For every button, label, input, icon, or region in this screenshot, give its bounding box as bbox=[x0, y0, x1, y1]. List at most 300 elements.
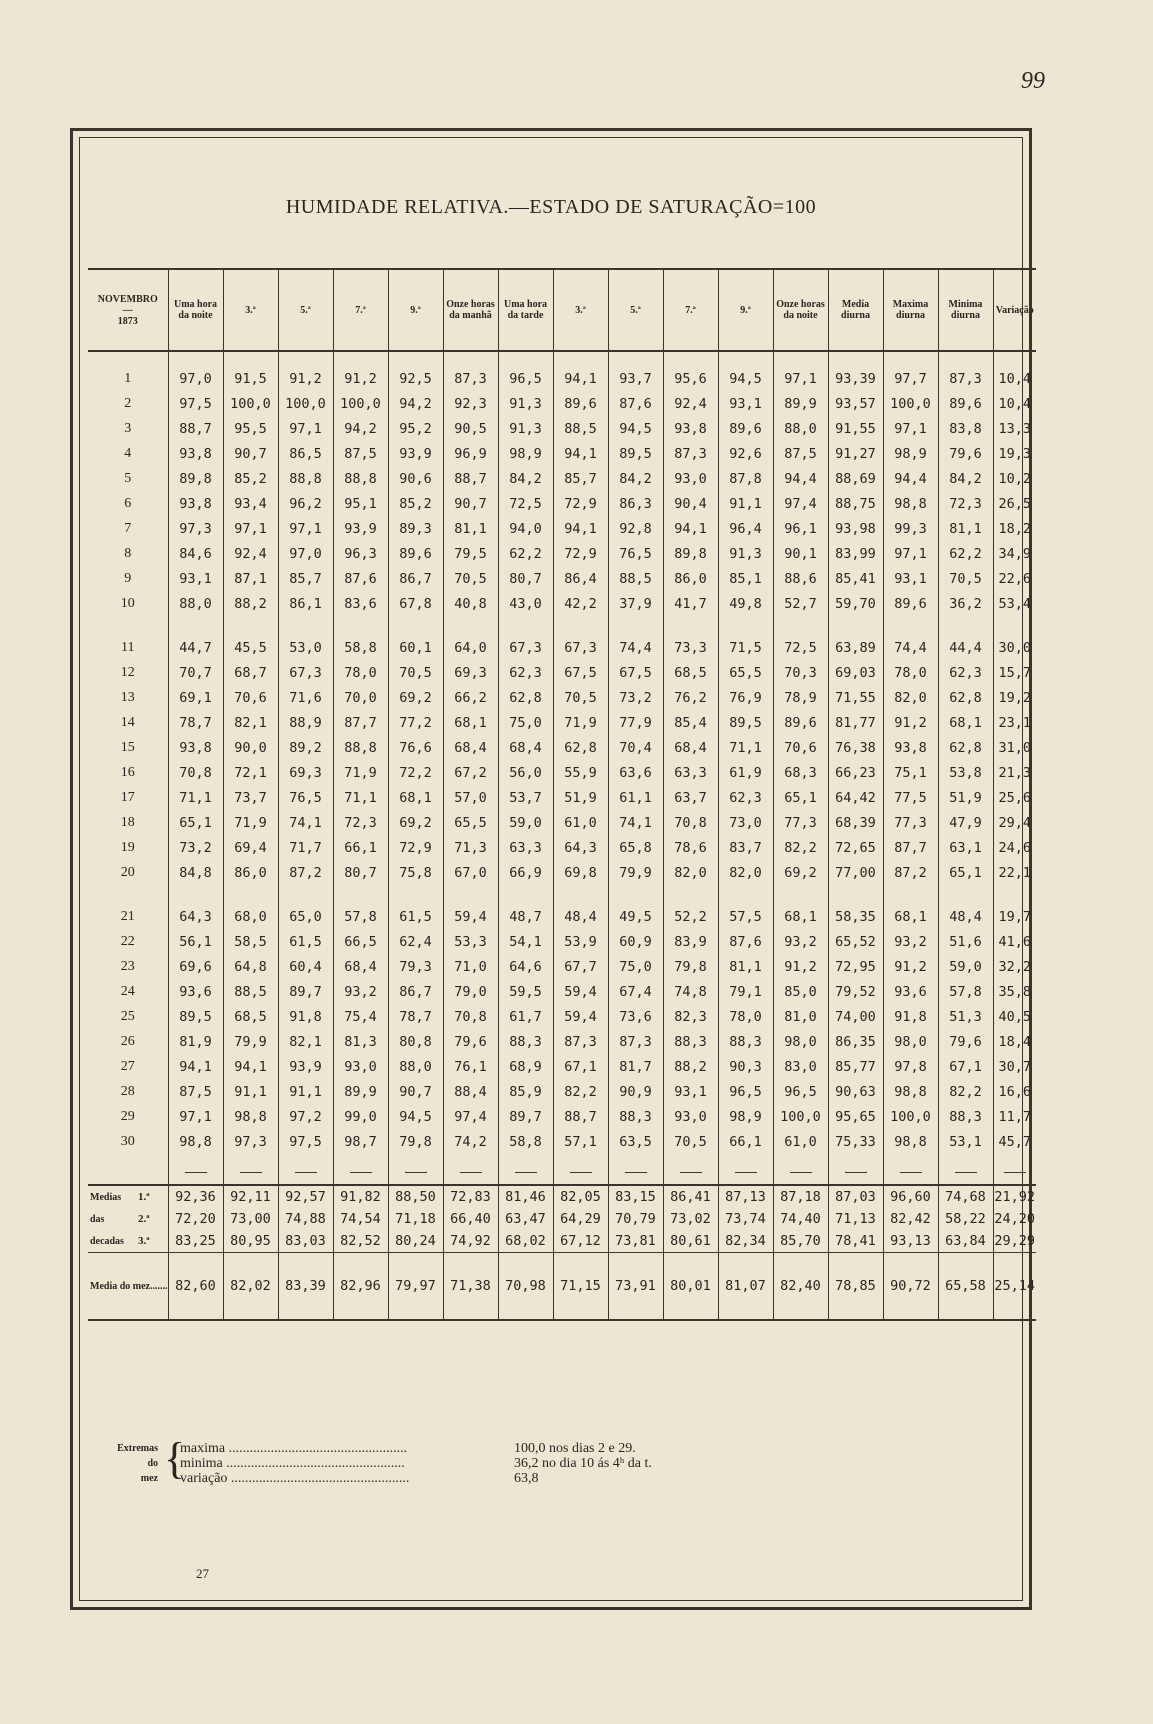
value-cell: 82,05 bbox=[553, 1186, 608, 1208]
spacer-cell bbox=[883, 616, 938, 635]
value-cell: 34,9 bbox=[998, 545, 1031, 562]
value-cell: 93,1 bbox=[883, 566, 938, 591]
table-row bbox=[88, 491, 1036, 516]
value-cell: 68,4 bbox=[333, 954, 388, 979]
value-cell: 78,7 bbox=[388, 1004, 443, 1029]
value-cell: 68,5 bbox=[223, 1004, 278, 1029]
value-cell: 69,2 bbox=[388, 685, 443, 710]
value-cell: 70,8 bbox=[663, 810, 718, 835]
value-cell: 86,1 bbox=[278, 591, 333, 616]
value-cell: 98,8 bbox=[168, 1129, 223, 1154]
spacer-cell bbox=[883, 885, 938, 904]
value-cell: 75,0 bbox=[498, 710, 553, 735]
value-cell: 89,8 bbox=[168, 466, 223, 491]
spacer-cell bbox=[553, 1320, 608, 1321]
value-cell: 59,5 bbox=[498, 979, 553, 1004]
table-row bbox=[88, 351, 1036, 391]
value-cell: 93,0 bbox=[663, 466, 718, 491]
decade-label: Medias bbox=[90, 1191, 122, 1203]
value-cell: 53,0 bbox=[278, 635, 333, 660]
value-cell: 100,0 bbox=[333, 391, 388, 416]
spacer-cell bbox=[993, 1320, 1036, 1321]
value-cell: 93,6 bbox=[883, 979, 938, 1004]
value-cell: 94,1 bbox=[553, 441, 608, 466]
value-cell: 85,70 bbox=[773, 1230, 828, 1253]
value-cell: 87,5 bbox=[168, 1079, 223, 1104]
value-cell: 94,5 bbox=[388, 1104, 443, 1129]
value-cell: 61,1 bbox=[608, 785, 663, 810]
value-cell: 73,81 bbox=[608, 1230, 663, 1253]
value-cell: 87,8 bbox=[718, 466, 773, 491]
value-cell: 87,6 bbox=[333, 566, 388, 591]
spacer-cell bbox=[88, 885, 168, 904]
value-cell: 64,42 bbox=[828, 785, 883, 810]
table-row bbox=[88, 566, 1036, 591]
value-cell: 93,8 bbox=[168, 441, 223, 466]
value-cell: 74,4 bbox=[883, 635, 938, 660]
column-header: 3.ª bbox=[223, 269, 278, 351]
value-cell: 73,7 bbox=[223, 785, 278, 810]
value-cell: 76,1 bbox=[443, 1054, 498, 1079]
value-cell: 24,6 bbox=[998, 839, 1031, 856]
value-cell: 69,3 bbox=[278, 760, 333, 785]
decade-label: das bbox=[90, 1213, 105, 1225]
value-cell: 90,7 bbox=[443, 491, 498, 516]
value-cell: 65,52 bbox=[828, 929, 883, 954]
spacer-cell bbox=[443, 885, 498, 904]
value-cell: 44,7 bbox=[168, 635, 223, 660]
dash-cell bbox=[828, 1154, 883, 1185]
value-cell: 82,34 bbox=[718, 1230, 773, 1253]
value-cell: 87,2 bbox=[883, 860, 938, 885]
day-cell: 2 bbox=[88, 391, 168, 416]
dash-row bbox=[88, 1154, 1036, 1185]
value-cell: 10,2 bbox=[998, 470, 1031, 487]
spacer-cell bbox=[553, 616, 608, 635]
decade-label-cell bbox=[88, 1230, 168, 1253]
value-cell: 69,8 bbox=[553, 860, 608, 885]
value-cell: 93,57 bbox=[828, 391, 883, 416]
spacer-cell bbox=[663, 885, 718, 904]
value-cell: 97,3 bbox=[168, 516, 223, 541]
value-cell: 79,52 bbox=[828, 979, 883, 1004]
value-cell: 73,74 bbox=[718, 1208, 773, 1230]
value-cell: 86,0 bbox=[223, 860, 278, 885]
spacer-cell bbox=[718, 616, 773, 635]
value-cell: 94,1 bbox=[168, 1054, 223, 1079]
value-cell: 71,18 bbox=[388, 1208, 443, 1230]
value-cell: 74,1 bbox=[278, 810, 333, 835]
column-header: 9.ª bbox=[388, 269, 443, 351]
spacer-cell bbox=[773, 885, 828, 904]
value-cell: 90,5 bbox=[443, 416, 498, 441]
value-cell: 82,52 bbox=[333, 1230, 388, 1253]
value-cell: 19,7 bbox=[998, 908, 1031, 925]
value-cell: 89,7 bbox=[278, 979, 333, 1004]
value-cell: 79,6 bbox=[938, 1029, 993, 1054]
day-cell: 13 bbox=[88, 685, 168, 710]
table-row bbox=[88, 929, 1036, 954]
table-row bbox=[88, 660, 1036, 685]
value-cell: 71,9 bbox=[553, 710, 608, 735]
value-cell: 64,0 bbox=[443, 635, 498, 660]
day-cell: 4 bbox=[88, 441, 168, 466]
spacer-cell bbox=[498, 1320, 553, 1321]
value-cell: 66,1 bbox=[718, 1129, 773, 1154]
value-cell: 88,4 bbox=[443, 1079, 498, 1104]
value-cell: 89,8 bbox=[663, 541, 718, 566]
value-cell: 48,7 bbox=[498, 904, 553, 929]
value-cell: 97,0 bbox=[278, 541, 333, 566]
spacer-cell bbox=[388, 616, 443, 635]
value-cell: 88,7 bbox=[553, 1104, 608, 1129]
value-cell: 97,8 bbox=[883, 1054, 938, 1079]
value-cell: 53,8 bbox=[938, 760, 993, 785]
value-cell: 70,5 bbox=[938, 566, 993, 591]
table-row bbox=[88, 1004, 1036, 1029]
dash-cell bbox=[553, 1154, 608, 1185]
dash-cell bbox=[608, 1154, 663, 1185]
dash-mark bbox=[900, 1172, 922, 1173]
column-header: Onze horas da manhã bbox=[443, 269, 498, 351]
spacer-cell bbox=[223, 885, 278, 904]
value-cell: 93,98 bbox=[828, 516, 883, 541]
value-cell: 91,82 bbox=[333, 1186, 388, 1208]
value-cell: 93,39 bbox=[828, 351, 883, 391]
table-row bbox=[88, 979, 1036, 1004]
value-cell: 89,9 bbox=[773, 391, 828, 416]
table-row bbox=[88, 1129, 1036, 1154]
value-cell: 66,9 bbox=[498, 860, 553, 885]
value-cell: 47,9 bbox=[938, 810, 993, 835]
value-cell: 71,13 bbox=[828, 1208, 883, 1230]
value-cell: 80,01 bbox=[663, 1253, 718, 1321]
value-cell: 53,1 bbox=[938, 1129, 993, 1154]
value-cell: 60,4 bbox=[278, 954, 333, 979]
table-row bbox=[88, 516, 1036, 541]
value-cell: 72,95 bbox=[828, 954, 883, 979]
value-cell: 57,1 bbox=[553, 1129, 608, 1154]
value-cell: 98,8 bbox=[883, 491, 938, 516]
value-cell: 87,18 bbox=[773, 1186, 828, 1208]
value-cell: 60,9 bbox=[608, 929, 663, 954]
value-cell: 88,3 bbox=[663, 1029, 718, 1054]
value-cell: 93,4 bbox=[223, 491, 278, 516]
value-cell: 71,1 bbox=[168, 785, 223, 810]
value-cell: 88,7 bbox=[168, 416, 223, 441]
value-cell: 73,91 bbox=[608, 1253, 663, 1321]
value-cell: 72,20 bbox=[168, 1208, 223, 1230]
value-cell: 82,0 bbox=[718, 860, 773, 885]
value-cell: 91,1 bbox=[223, 1079, 278, 1104]
value-cell: 96,5 bbox=[498, 351, 553, 391]
value-cell: 82,96 bbox=[333, 1253, 388, 1321]
value-cell: 84,2 bbox=[498, 466, 553, 491]
column-header: 9.ª bbox=[718, 269, 773, 351]
dash-mark bbox=[680, 1172, 702, 1173]
value-cell: 74,00 bbox=[828, 1004, 883, 1029]
value-cell: 94,4 bbox=[883, 466, 938, 491]
page-title: HUMIDADE RELATIVA.—ESTADO DE SATURAÇÃO=100 bbox=[285, 196, 817, 218]
value-cell: 92,3 bbox=[443, 391, 498, 416]
value-cell: 58,35 bbox=[828, 904, 883, 929]
value-cell: 67,12 bbox=[553, 1230, 608, 1253]
value-cell: 90,7 bbox=[223, 441, 278, 466]
spacer-cell bbox=[223, 616, 278, 635]
value-cell: 72,5 bbox=[773, 635, 828, 660]
table-row bbox=[88, 710, 1036, 735]
extremes-label bbox=[94, 1441, 158, 1486]
spacer-cell bbox=[443, 616, 498, 635]
value-cell: 65,8 bbox=[608, 835, 663, 860]
extremes-variacao: variação ................................................... bbox=[180, 1471, 410, 1486]
value-cell: 65,5 bbox=[443, 810, 498, 835]
day-cell: 20 bbox=[88, 860, 168, 885]
spacer-cell bbox=[88, 616, 168, 635]
value-cell: 87,7 bbox=[333, 710, 388, 735]
value-cell: 58,5 bbox=[223, 929, 278, 954]
value-cell: 53,7 bbox=[498, 785, 553, 810]
value-cell: 71,6 bbox=[278, 685, 333, 710]
dash-mark bbox=[845, 1172, 867, 1173]
table-row bbox=[88, 635, 1036, 660]
dash-mark bbox=[350, 1172, 372, 1173]
value-cell: 48,4 bbox=[553, 904, 608, 929]
value-cell: 81,7 bbox=[608, 1054, 663, 1079]
value-cell: 89,6 bbox=[553, 391, 608, 416]
value-cell: 78,41 bbox=[828, 1230, 883, 1253]
value-cell: 63,89 bbox=[828, 635, 883, 660]
value-cell: 88,6 bbox=[773, 566, 828, 591]
value-cell: 71,0 bbox=[443, 954, 498, 979]
value-cell: 97,0 bbox=[168, 351, 223, 391]
value-cell: 90,72 bbox=[883, 1253, 938, 1321]
decade-row bbox=[88, 1230, 1036, 1253]
value-cell: 88,3 bbox=[498, 1029, 553, 1054]
spacer-cell bbox=[718, 885, 773, 904]
value-cell: 30,7 bbox=[998, 1058, 1031, 1075]
value-cell: 25,6 bbox=[998, 789, 1031, 806]
value-cell: 90,3 bbox=[718, 1054, 773, 1079]
value-cell: 85,2 bbox=[388, 491, 443, 516]
value-cell: 73,00 bbox=[223, 1208, 278, 1230]
spacer-cell bbox=[993, 885, 1036, 904]
value-cell: 70,6 bbox=[773, 735, 828, 760]
value-cell: 68,4 bbox=[663, 735, 718, 760]
value-cell: 76,38 bbox=[828, 735, 883, 760]
spacer-cell bbox=[993, 616, 1036, 635]
value-cell: 88,5 bbox=[553, 416, 608, 441]
dash-cell bbox=[993, 1154, 1036, 1185]
value-cell: 70,6 bbox=[223, 685, 278, 710]
value-cell: 81,07 bbox=[718, 1253, 773, 1321]
value-cell: 83,9 bbox=[663, 929, 718, 954]
value-cell: 93,0 bbox=[333, 1054, 388, 1079]
value-cell: 83,6 bbox=[333, 591, 388, 616]
value-cell: 64,3 bbox=[553, 835, 608, 860]
value-cell: 99,3 bbox=[883, 516, 938, 541]
value-cell: 80,95 bbox=[223, 1230, 278, 1253]
value-cell: 65,5 bbox=[718, 660, 773, 685]
value-cell: 81,1 bbox=[938, 516, 993, 541]
value-cell: 89,6 bbox=[773, 710, 828, 735]
value-cell: 87,3 bbox=[608, 1029, 663, 1054]
value-cell: 44,4 bbox=[938, 635, 993, 660]
value-cell: 92,57 bbox=[278, 1186, 333, 1208]
day-cell: 24 bbox=[88, 979, 168, 1004]
column-header: Maxima diurna bbox=[883, 269, 938, 351]
extremes-name: maxima bbox=[180, 1441, 226, 1456]
value-cell: 30,0 bbox=[998, 639, 1031, 656]
value-cell: 79,97 bbox=[388, 1253, 443, 1321]
value-cell: 83,25 bbox=[168, 1230, 223, 1253]
value-cell: 29,29 bbox=[994, 1233, 1036, 1249]
value-cell: 59,0 bbox=[498, 810, 553, 835]
header-row bbox=[88, 269, 1036, 351]
value-cell: 37,9 bbox=[608, 591, 663, 616]
value-cell: 82,1 bbox=[278, 1029, 333, 1054]
value-cell: 87,3 bbox=[938, 351, 993, 391]
spacer-cell bbox=[773, 616, 828, 635]
value-cell: 79,9 bbox=[223, 1029, 278, 1054]
value-cell: 86,0 bbox=[663, 566, 718, 591]
value-cell: 51,9 bbox=[553, 785, 608, 810]
value-cell: 74,1 bbox=[608, 810, 663, 835]
value-cell: 31,0 bbox=[998, 739, 1031, 756]
value-cell: 89,6 bbox=[718, 416, 773, 441]
month-mean-label: Media do mez....... bbox=[88, 1253, 168, 1321]
value-cell: 96,60 bbox=[883, 1186, 938, 1208]
value-cell: 75,8 bbox=[388, 860, 443, 885]
extremes-minima-value: 36,2 no dia 10 ás 4ʰ da t. bbox=[514, 1456, 652, 1471]
value-cell: 66,1 bbox=[333, 835, 388, 860]
value-cell: 91,5 bbox=[223, 351, 278, 391]
value-cell: 100,0 bbox=[883, 391, 938, 416]
value-cell: 68,1 bbox=[883, 904, 938, 929]
value-cell: 98,8 bbox=[883, 1079, 938, 1104]
value-cell: 72,65 bbox=[828, 835, 883, 860]
value-cell: 69,6 bbox=[168, 954, 223, 979]
value-cell: 66,40 bbox=[443, 1208, 498, 1230]
spacer-cell bbox=[388, 885, 443, 904]
value-cell: 62,8 bbox=[938, 735, 993, 760]
value-cell: 63,7 bbox=[663, 785, 718, 810]
value-cell: 86,7 bbox=[388, 566, 443, 591]
value-cell: 68,7 bbox=[223, 660, 278, 685]
value-cell: 88,8 bbox=[333, 466, 388, 491]
value-cell: 70,5 bbox=[388, 660, 443, 685]
table-row bbox=[88, 391, 1036, 416]
value-cell: 88,8 bbox=[278, 466, 333, 491]
value-cell: 57,8 bbox=[333, 904, 388, 929]
value-cell: 71,7 bbox=[278, 835, 333, 860]
value-cell: 91,3 bbox=[718, 541, 773, 566]
value-cell: 90,9 bbox=[608, 1079, 663, 1104]
value-cell: 92,8 bbox=[608, 516, 663, 541]
value-cell: 88,3 bbox=[938, 1104, 993, 1129]
value-cell: 67,0 bbox=[443, 860, 498, 885]
value-cell: 25,14 bbox=[993, 1253, 1036, 1321]
value-cell: 67,1 bbox=[553, 1054, 608, 1079]
value-cell: 82,2 bbox=[553, 1079, 608, 1104]
day-cell: 11 bbox=[88, 635, 168, 660]
table-row bbox=[88, 735, 1036, 760]
value-cell: 18,4 bbox=[998, 1033, 1031, 1050]
value-cell: 70,0 bbox=[333, 685, 388, 710]
value-cell: 82,1 bbox=[223, 710, 278, 735]
value-cell: 72,2 bbox=[388, 760, 443, 785]
value-cell: 63,3 bbox=[498, 835, 553, 860]
value-cell: 97,2 bbox=[278, 1104, 333, 1129]
value-cell: 97,1 bbox=[278, 516, 333, 541]
dash-cell bbox=[88, 1154, 168, 1185]
value-cell: 73,3 bbox=[663, 635, 718, 660]
column-header: Minima diurna bbox=[938, 269, 993, 351]
extremes-variacao-value: 63,8 bbox=[514, 1471, 539, 1486]
value-cell: 69,3 bbox=[443, 660, 498, 685]
value-cell: 97,7 bbox=[883, 351, 938, 391]
decade-row bbox=[88, 1208, 1036, 1230]
value-cell: 72,5 bbox=[498, 491, 553, 516]
value-cell: 65,1 bbox=[938, 860, 993, 885]
value-cell: 94,1 bbox=[553, 516, 608, 541]
column-header: 7.ª bbox=[333, 269, 388, 351]
value-cell: 97,4 bbox=[443, 1104, 498, 1129]
value-cell: 100,0 bbox=[278, 391, 333, 416]
value-cell: 92,5 bbox=[388, 351, 443, 391]
value-cell: 91,55 bbox=[828, 416, 883, 441]
value-cell: 91,27 bbox=[828, 441, 883, 466]
value-cell: 95,65 bbox=[828, 1104, 883, 1129]
page-number: 99 bbox=[1021, 68, 1045, 94]
decade-number: 1.ª bbox=[138, 1190, 150, 1203]
value-cell: 75,0 bbox=[608, 954, 663, 979]
value-cell: 57,0 bbox=[443, 785, 498, 810]
value-cell: 65,1 bbox=[773, 785, 828, 810]
day-cell: 21 bbox=[88, 904, 168, 929]
value-cell: 89,7 bbox=[498, 1104, 553, 1129]
value-cell: 85,2 bbox=[223, 466, 278, 491]
value-cell: 82,42 bbox=[883, 1208, 938, 1230]
value-cell: 67,7 bbox=[553, 954, 608, 979]
value-cell: 91,8 bbox=[883, 1004, 938, 1029]
value-cell: 68,3 bbox=[773, 760, 828, 785]
value-cell: 49,8 bbox=[718, 591, 773, 616]
value-cell: 68,1 bbox=[773, 904, 828, 929]
spacer-cell bbox=[333, 885, 388, 904]
day-cell: 1 bbox=[88, 351, 168, 391]
dash-cell bbox=[663, 1154, 718, 1185]
value-cell: 49,5 bbox=[608, 904, 663, 929]
value-cell: 98,0 bbox=[883, 1029, 938, 1054]
value-cell: 76,6 bbox=[388, 735, 443, 760]
value-cell: 94,1 bbox=[223, 1054, 278, 1079]
value-cell: 55,9 bbox=[553, 760, 608, 785]
table-row bbox=[88, 860, 1036, 885]
value-cell: 78,0 bbox=[883, 660, 938, 685]
value-cell: 82,40 bbox=[773, 1253, 828, 1321]
table-frame bbox=[70, 128, 1036, 1610]
table-row bbox=[88, 441, 1036, 466]
value-cell: 86,5 bbox=[278, 441, 333, 466]
value-cell: 64,29 bbox=[553, 1208, 608, 1230]
value-cell: 69,2 bbox=[773, 860, 828, 885]
value-cell: 58,8 bbox=[333, 635, 388, 660]
spacer-cell bbox=[663, 1320, 718, 1321]
decade-label: decadas bbox=[90, 1235, 124, 1247]
value-cell: 89,6 bbox=[388, 541, 443, 566]
value-cell: 72,3 bbox=[938, 491, 993, 516]
